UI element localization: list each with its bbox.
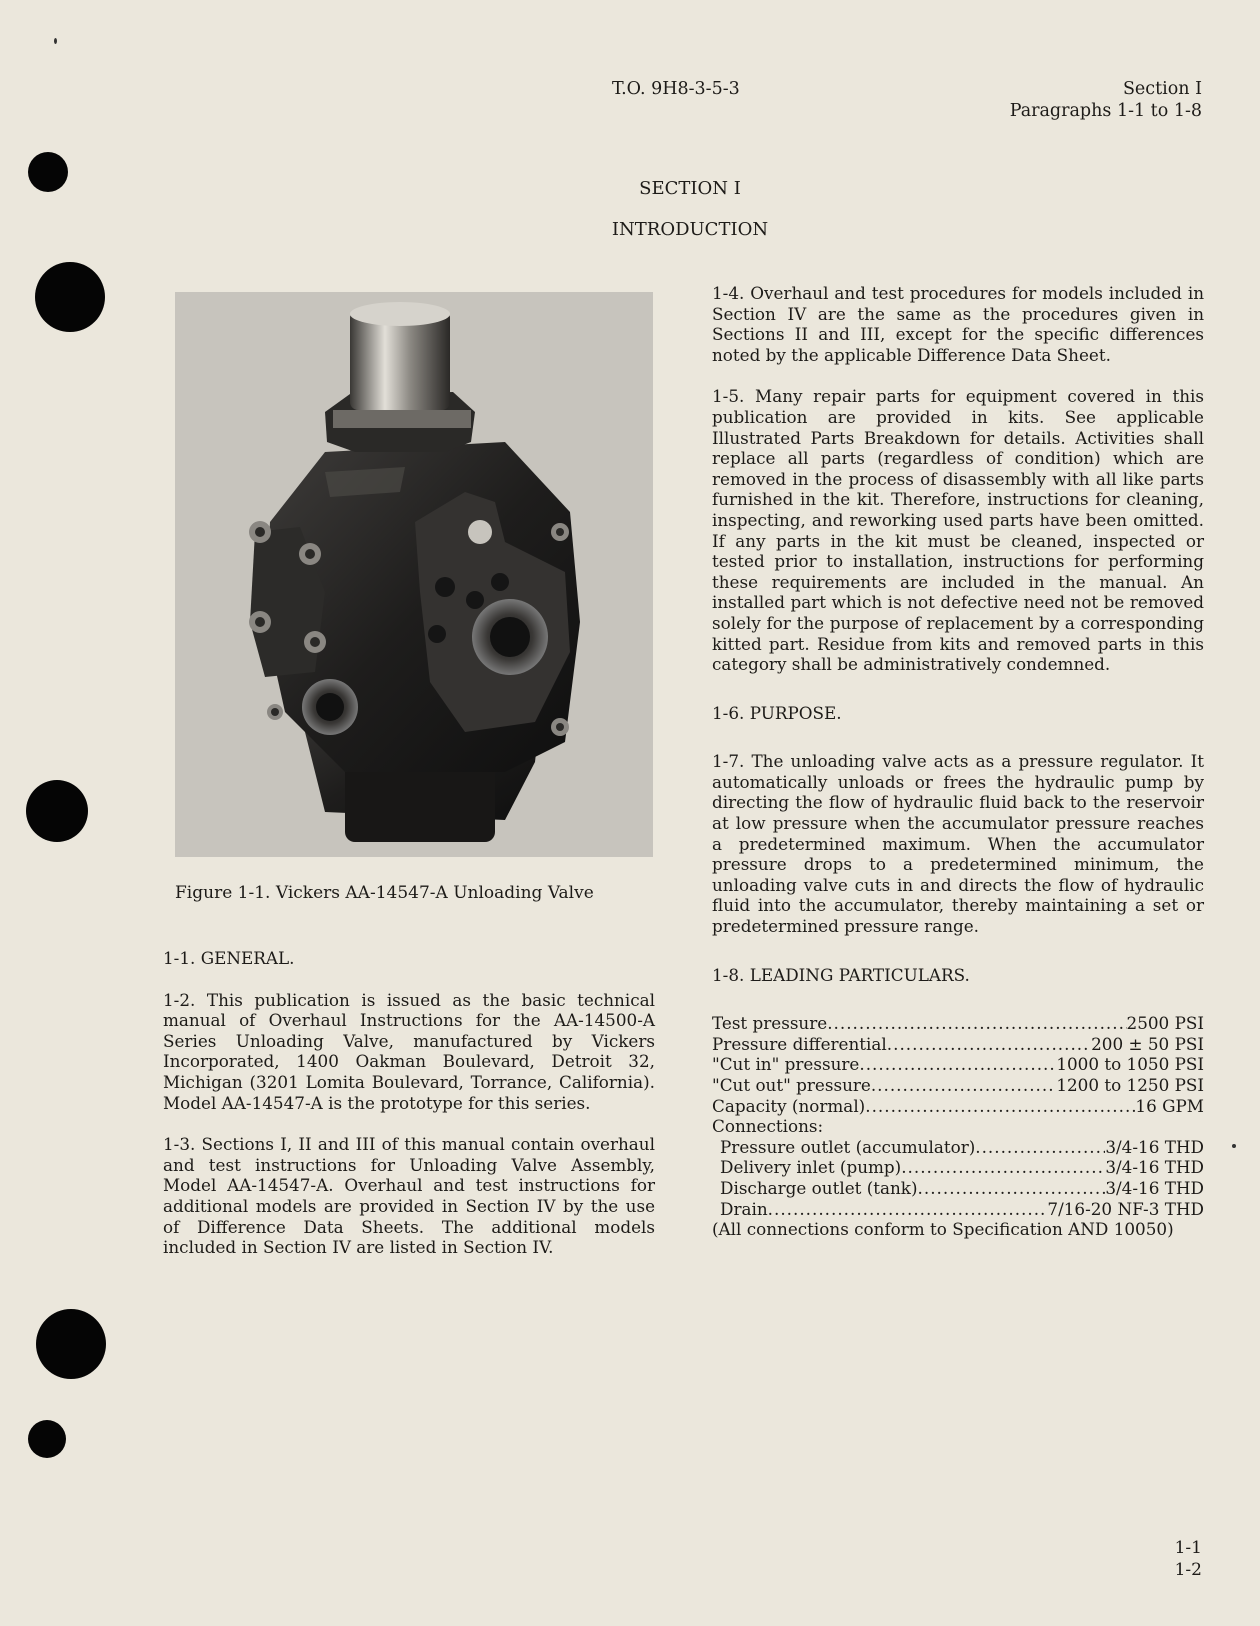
- particular-row: [712, 1034, 1204, 1055]
- connections-label: [712, 1116, 1204, 1137]
- paragraph-1-4: 1-4. Overhaul and test procedures for models included in Section IV are the same as the procedures given in Sections II and III, except for the specific differences noted by the applicable Difference Data Sheet.: [712, 283, 1204, 365]
- connection-value: 3/4-16 THD: [1105, 1157, 1204, 1178]
- particular-value: 1000 to 1050 PSI: [1056, 1054, 1204, 1075]
- paragraph-1-7: 1-7. The unloading valve acts as a pressure regulator. It automatically unloads or frees the hydraulic pump by directing the flow of hydraulic fluid back to the reservoir at low pressure when the accumulator pressure reaches a predetermined maximum. When the accumulator pressure drops to a predetermined minimum, the unloading valve cuts in and directs the flow of hydraulic fluid into the accumulator, thereby maintaining a set or predetermined pressure range.: [712, 751, 1204, 937]
- figure-caption: Figure 1-1. Vickers AA-14547-A Unloading Valve: [175, 883, 594, 903]
- paragraph-1-3: 1-3. Sections I, II and III of this manual contain overhaul and test instructions for Unloading Valve Assembly, Model AA-14547-A. Overhaul and test instructions for additional models are provided in Section IV by the use of Difference Data Sheets. The additional models included in Section IV are listed in Section IV.: [163, 1134, 655, 1258]
- section-label: Section I: [1122, 79, 1202, 99]
- connection-value: 7/16-20 NF-3 THD: [1047, 1198, 1204, 1219]
- leading-particulars-heading: 1-8. LEADING PARTICULARS.: [712, 964, 970, 985]
- binder-hole: [28, 1420, 66, 1458]
- valve-illustration: [175, 292, 653, 857]
- connection-label: Delivery inlet (pump): [720, 1157, 902, 1178]
- connection-value: 3/4-16 THD: [1105, 1136, 1204, 1157]
- leading-particulars-list: [712, 1013, 1204, 1240]
- particular-label: Capacity (normal): [712, 1095, 866, 1116]
- unloading-valve-photo: [175, 292, 653, 857]
- connection-row: [712, 1199, 1204, 1220]
- paragraph-1-5: 1-5. Many repair parts for equipment covered in this publication are provided in kits. See applicable Illustrated Parts Breakdown for details. Activities shall replace all parts (regardless of condition) which are removed in the process of disassembly with all like parts furnished in the kit. Therefore, instructions for cleaning, inspecting, and reworking used parts have been omitted. If any parts in the kit must be cleaned, inspected or tested prior to installation, instructions for performing these requirements are included in the manual. An installed part which is not defective need not be removed solely for the purpose of replacement by a corresponding kitted part. Residue from kits and removed parts in this category shall be administratively condemned.: [712, 386, 1204, 675]
- particular-value: 1200 to 1250 PSI: [1056, 1075, 1204, 1095]
- particular-value: 200 ± 50 PSI: [1091, 1033, 1204, 1054]
- scan-speck: [1232, 1144, 1236, 1148]
- paragraph-1-2: 1-2. This publication is issued as the basic technical manual of Overhaul Instructions for the AA-14500-A Series Unloading Valve, manufactured by Vickers Incorporated, 1400 Oakman Boulevard, Detroit 32, Michigan (3201 Lomita Boulevard, Torrance, California). Model AA-14547-A is the prototype for this series.: [163, 989, 655, 1113]
- connections-note: [712, 1219, 1204, 1240]
- connection-label: Drain: [720, 1198, 768, 1219]
- connection-row: [712, 1137, 1204, 1158]
- scan-speck: [54, 38, 57, 44]
- to-number: T.O. 9H8-3-5-3: [612, 79, 740, 99]
- particular-row: [712, 1075, 1204, 1096]
- binder-hole: [35, 262, 105, 332]
- particular-label: Test pressure: [712, 1013, 828, 1034]
- binder-hole: [36, 1309, 106, 1379]
- particular-value: 2500 PSI: [1126, 1013, 1204, 1034]
- connections-label-text: Connections:: [712, 1116, 824, 1137]
- connection-row: [712, 1157, 1204, 1178]
- connection-row: [712, 1178, 1204, 1199]
- introduction-title: INTRODUCTION: [611, 219, 769, 240]
- particular-value: 16 GPM: [1135, 1095, 1204, 1116]
- binder-hole: [26, 780, 88, 842]
- general-heading: 1-1. GENERAL.: [163, 948, 295, 968]
- connection-value: 3/4-16 THD: [1105, 1177, 1204, 1198]
- particular-label: Pressure differential: [712, 1033, 887, 1054]
- purpose-heading: 1-6. PURPOSE.: [712, 702, 842, 723]
- particular-row: [712, 1013, 1204, 1034]
- particular-label: "Cut in" pressure: [712, 1054, 860, 1075]
- connection-label: Pressure outlet (accumulator): [720, 1136, 976, 1157]
- right-column: [712, 283, 1204, 1240]
- particular-label: "Cut out" pressure: [712, 1075, 871, 1095]
- particular-row: [712, 1096, 1204, 1117]
- paragraphs-label: Paragraphs 1-1 to 1-8: [1009, 101, 1202, 121]
- particular-row: [712, 1054, 1204, 1075]
- connections-note-text: (All connections conform to Specification AND 10050): [712, 1219, 1174, 1240]
- page-number: 1-2: [1174, 1560, 1202, 1580]
- connection-label: Discharge outlet (tank): [720, 1177, 918, 1198]
- left-column: [163, 948, 655, 1258]
- page-number: 1-1: [1174, 1538, 1202, 1558]
- section-title: SECTION I: [639, 178, 741, 199]
